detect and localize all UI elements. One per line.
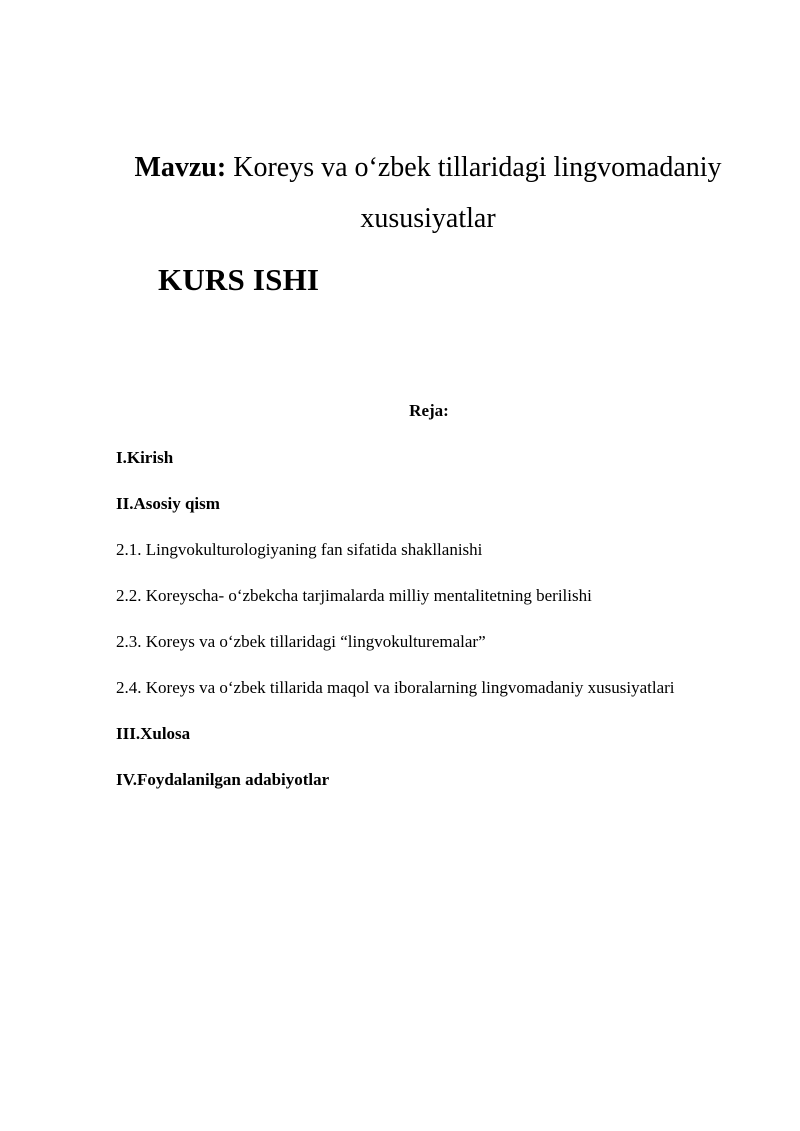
topic-heading	[100, 142, 756, 244]
topic-title: Koreys va o‘zbek tillaridagi lingvomadaniy xususiyatlar	[233, 152, 722, 234]
topic-label: Mavzu:	[134, 152, 227, 183]
plan-item-main-part: II.Asosiy qism	[116, 494, 220, 513]
plan-list	[116, 447, 675, 815]
plan-item-conclusion: III.Xulosa	[116, 724, 191, 743]
plan-item-2-4: 2.4. Koreys va o‘zbek tillarida maqol va iboralarning lingvomadaniy xususiyatlari	[116, 678, 675, 697]
plan-heading: Reja:	[409, 401, 449, 420]
plan-item-references: IV.Foydalanilgan adabiyotlar	[116, 770, 330, 789]
plan-item-introduction: I.Kirish	[116, 448, 174, 467]
plan-item-2-2: 2.2. Koreyscha- o‘zbekcha tarjimalarda milliy mentalitetning berilishi	[116, 586, 592, 605]
document-type-title: KURS ISHI	[158, 262, 320, 297]
plan-item-2-3: 2.3. Koreys va o‘zbek tillaridagi “lingvokulturemalar”	[116, 632, 486, 651]
plan-item-2-1: 2.1. Lingvokulturologiyaning fan sifatida shakllanishi	[116, 540, 483, 559]
